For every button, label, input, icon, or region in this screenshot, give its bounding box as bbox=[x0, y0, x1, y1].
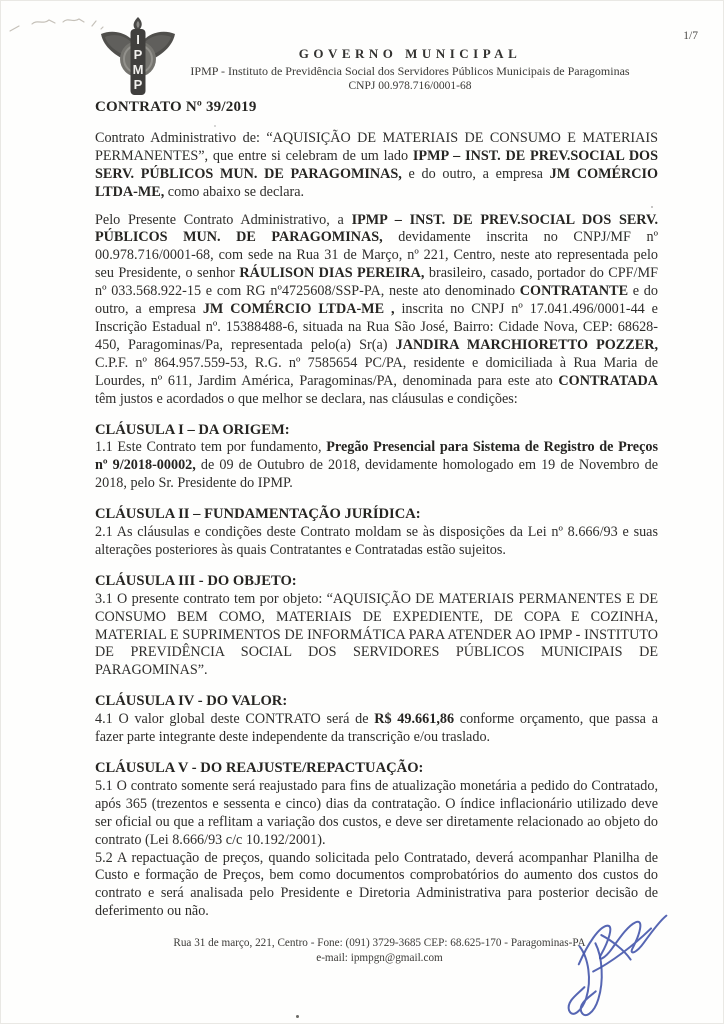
clause-1-item-1: 1.1 Este Contrato tem por fundamento, Pregão Presencial para Sistema de Registro de Preços nº 9/2018-00002, de 09 de Outubro de 2018, devidamente homologado em 19 de Novembro de 2018, pelo Sr. Presidente do IPMP. bbox=[95, 439, 658, 492]
clause-3-heading: CLÁUSULA III - DO OBJETO: bbox=[95, 572, 297, 589]
logo-letter-m: M bbox=[132, 62, 144, 77]
clause-4 bbox=[95, 693, 658, 747]
clause-2-heading: CLÁUSULA II – FUNDAMENTAÇÃO JURÍDICA: bbox=[95, 506, 421, 523]
signature-flourish-icon bbox=[570, 909, 674, 986]
clause-5-item-1: 5.1 O contrato somente será reajustado para fins de atualização monetária a pedido do Contratado, após 365 (trezentos e sessenta e cinco) dias da contratação. O índice inflacionário utilizado deve ser oficial ou que a reflitam a variação dos custos, e deve ser diretamente relacionado ao objeto do contrato (Lei 8.666/93 c/c 10.192/2001). bbox=[95, 777, 658, 848]
clause-5-item-2: 5.2 A repactuação de preços, quando solicitada pelo Contratado, deverá acompanhar Planilha de Custo e formação de Preços, bem como documentos comprobatórios do aumento dos custos do contrato e será analisada pelo Presidente e Diretoria Administrativa para posterior decisão de deferimento ou não. bbox=[95, 849, 658, 920]
clause-1 bbox=[95, 422, 658, 494]
document-header bbox=[150, 46, 670, 92]
clause-5-heading: CLÁUSULA V - DO REAJUSTE/REPACTUAÇÃO: bbox=[95, 760, 424, 776]
scan-speck bbox=[214, 125, 216, 127]
logo-letter-p1: P bbox=[133, 47, 143, 62]
contract-title: CONTRATO Nº 39/2019 bbox=[95, 99, 257, 115]
clause-4-item-1: 4.1 O valor global deste CONTRATO será de R$ 49.661,86 conforme orçamento, que passa a fazer parte integrante deste independente da transcrição e/ou traslado. bbox=[95, 711, 659, 746]
parties-paragraph: Pelo Presente Contrato Administrativo, a IPMP – INST. DE PREV.SOCIAL DOS SERV. PÚBLICOS MUN. DE PARAGOMINAS, devidamente inscrita no CNPJ/MF nº 00.978.716/0001-68, com sede na Rua 31 de Março, nº 221, Centro, neste ato representada pelo seu Presidente, o senhor RÁULISON DIAS PEREIRA, brasileiro, casado, portador do CPF/MF nº 033.568.922-15 e com RG nº4725608/SSP-PA, neste ato denominado CONTRATANTE e do outro, a empresa JM COMÉRCIO LTDA-ME , inscrita no CNPJ nº 17.041.496/0001-44 e Inscrição Estadual nº. 15388488-6, situada na Rua São José, Bairro: Cidade Nova, CEP: 68628-450, Paragominas/Pa, representada pelo(a) Sr(a) JANDIRA MARCHIORETTO POZZER, C.P.F. nº 864.957.559-53, R.G. nº 7585654 PC/PA, residente e domiciliada à Rua Maria de Lourdes, nº 611, Jardim América, Paragominas/PA, denominada para este ato CONTRATADA têm justos e acordados o que melhor se declara, nas cláusulas e condições: bbox=[95, 211, 659, 407]
org-name: GOVERNO MUNICIPAL bbox=[298, 46, 522, 61]
document-body bbox=[95, 99, 658, 921]
logo-letter-p2: P bbox=[133, 77, 143, 92]
clause-3-item-1: 3.1 O presente contrato tem por objeto: “AQUISIÇÃO DE MATERIAIS PERMANENTES E DE CONSUMO BEM COMO, MATERIAIS DE EXPEDIENTE, DE COPA E COZINHA, MATERIAL E SUPRIMENTOS DE INFORMÁTICA PARA ATENDER AO IPMP - INSTITUTO DE PREVIDÊNCIA SOCIAL DOS SERVIDORES PÚBLICOS MUNICIPAIS DE PARAGOMINAS”. bbox=[95, 590, 658, 679]
org-cnpj: CNPJ 00.978.716/0001-68 bbox=[348, 80, 472, 92]
scan-speck bbox=[296, 1015, 299, 1018]
page-number: 1/7 bbox=[683, 30, 698, 42]
clause-1-heading: CLÁUSULA I – DA ORIGEM: bbox=[95, 421, 290, 438]
clause-5 bbox=[95, 760, 658, 921]
preamble-paragraph: Contrato Administrativo de: “AQUISIÇÃO DE MATERIAIS DE CONSUMO E MATERIAIS PERMANENTES”, que entre si celebram de um lado IPMP – INST. DE PREV.SOCIAL DOS SERV. PÚBLICOS MUN. DE PARAGOMINAS, e do outro, a empresa JM COMÉRCIO LTDA-ME, como abaixo se declara. bbox=[95, 129, 659, 200]
scan-speck bbox=[651, 206, 653, 208]
footer-email: e-mail: ipmpgn@gmail.com bbox=[316, 951, 443, 964]
clause-4-heading: CLÁUSULA IV - DO VALOR: bbox=[95, 693, 288, 710]
clause-2-item-1: 2.1 As cláusulas e condições deste Contrato moldam se às disposições da Lei nº 8.666/93 e suas alterações posteriores às quais Contratantes e Contratadas estão sujeitos. bbox=[95, 524, 658, 558]
logo-letter-i: I bbox=[136, 32, 140, 47]
footer-address: Rua 31 de março, 221, Centro - Fone: (091) 3729-3685 CEP: 68.625-170 - Paragominas-PA bbox=[173, 937, 586, 949]
clause-3 bbox=[95, 573, 658, 680]
org-subtitle: IPMP - Instituto de Previdência Social dos Servidores Públicos Municipais de Paragominas bbox=[190, 64, 630, 78]
clause-2 bbox=[95, 506, 658, 560]
